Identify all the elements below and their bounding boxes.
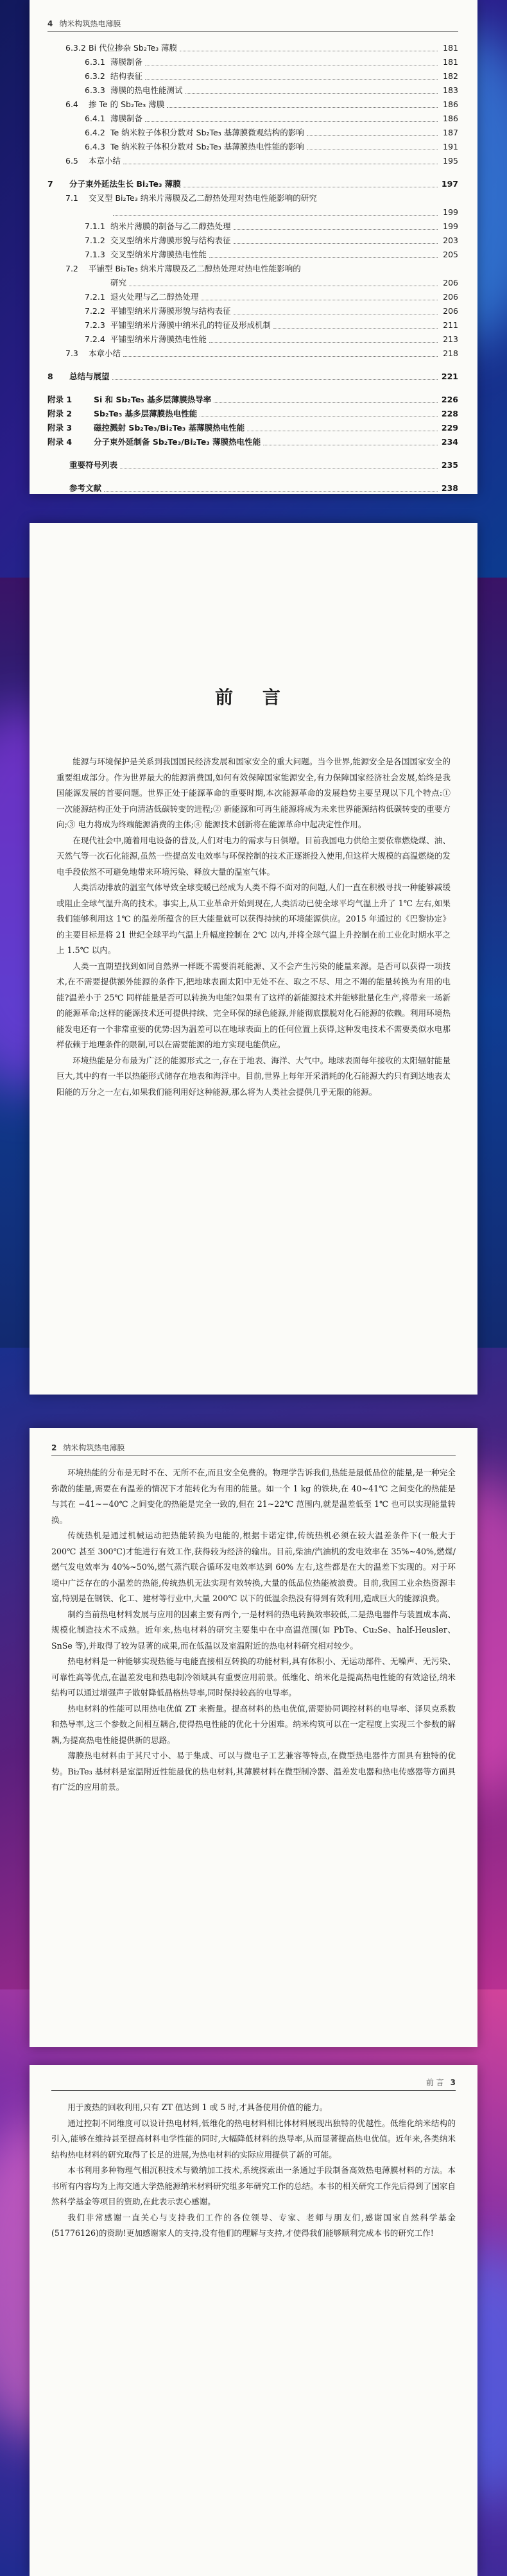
toc-entry[interactable] xyxy=(47,435,458,449)
toc-leader-dots xyxy=(234,229,438,230)
toc-entry-title: Sb₂Te₃ 基多层薄膜热电性能 xyxy=(94,409,198,418)
toc-leader-dots xyxy=(123,356,438,357)
toc-entry-number: 6.3.3 xyxy=(85,85,105,95)
toc-entry-number: 7.2.1 xyxy=(85,292,105,302)
toc-entry-page: 226 xyxy=(441,395,458,404)
toc-entry[interactable] xyxy=(47,98,458,112)
toc-entry-page: 191 xyxy=(443,142,458,151)
toc-entry-number: 7.2 xyxy=(65,264,78,273)
toc-entry[interactable] xyxy=(47,191,458,205)
preface-title: 前 言 xyxy=(215,687,292,708)
toc-entry-number: 附录 2 xyxy=(47,409,73,418)
running-header xyxy=(51,2077,456,2091)
toc-entry-title: 纳米片薄膜的制备与乙二醇热处理 xyxy=(110,221,231,231)
preface-body xyxy=(56,754,451,1100)
preface-paragraph: 用于废热的回收利用,只有 ZT 值达到 1 或 5 时,才具备使用价值的能力。 xyxy=(67,2102,328,2112)
toc-entry[interactable] xyxy=(47,332,458,347)
preface-paragraph: 传统热机是通过机械运动把热能转换为电能的,根据卡诺定律,传统热机必须在较大温差条件下(一般大于 200℃ 甚至 300℃)才能进行有效工作,获得较为经济的输出。目前,柴油/汽油机的发电效率在 35%~40%,燃煤/燃气发电效率为 40%~50%,燃气蒸汽联合循环发电效率达到 60% 左右,这些都是在大的温差下实现的。对于环境中广泛存在的小温差的热能,传统热机无法实现有效转换,大量的低品位热能被浪费。目前,我国工业余热资源丰富,特别是在钢铁、化工、建材等行业中,大量 200℃ 以下的低温余热没有得到有效利用,造成巨大的能源浪费。 xyxy=(51,1531,456,1603)
toc-entry-title: 研究 xyxy=(110,278,127,288)
toc-entry-page: 205 xyxy=(443,250,458,259)
toc-entry[interactable] xyxy=(47,290,458,304)
toc-entry-page: 228 xyxy=(441,409,458,418)
toc-entry[interactable] xyxy=(47,248,458,262)
toc-leader-dots xyxy=(273,328,438,329)
toc-entry-title: 薄膜的热电性能测试 xyxy=(110,85,183,95)
toc-entry[interactable] xyxy=(47,219,458,234)
preface-body xyxy=(51,2100,456,2242)
toc-leader-dots xyxy=(234,243,438,244)
toc-entry-number: 附录 4 xyxy=(47,437,73,447)
toc-entry-page: 199 xyxy=(443,207,458,217)
toc-leader-dots xyxy=(307,135,438,136)
toc-entry-page: 206 xyxy=(443,278,458,288)
toc-entry-title: 分子束外延法生长 Bi₂Te₃ 薄膜 xyxy=(69,179,181,189)
preface-paragraph: 我们非常感谢一直关心与支持我们工作的各位领导、专家、老师与朋友们,感谢国家自然科学基金(51776126)的资助!更加感谢家人的支持,没有他们的理解与支持,才使得我们能够顺利完成本书的研究工作! xyxy=(51,2212,456,2238)
toc-spacer xyxy=(47,168,458,177)
toc-entry-number: 附录 3 xyxy=(47,423,73,433)
toc-entry-title: Si 和 Sb₂Te₃ 基多层薄膜热导率 xyxy=(94,395,212,404)
toc-entry[interactable] xyxy=(47,276,458,290)
preface-paragraph: 人类一直期望找到如同自然界一样既不需要消耗能源、又不会产生污染的能量来源。是否可以获得一项技术,在不需要提供额外能源的条件下,把地球表面太阳中无处不在、取之不尽、用之不竭的能量转换为有用的电能?温差小于 25℃ 同样能量是否可以转换为电能?如果有了这样的新能源技术并能够批量化生产,将带来一场新的能源革命;这样的能源技术还可提供持续、完全环保的绿色能源,并能彻底摆脱对化石能源的依赖。利用环境热能发电还有一个非常重要的优势:因为温差可以在地球表面上的任何位置上获得,这种发电技术不需要类似水电那样依赖于地理条件的限制,可以在需要能源的地方实现电能供应。 xyxy=(56,961,451,1049)
toc-entry-page: 234 xyxy=(441,437,458,447)
toc-entry-title: 平铺型纳米片薄膜热电性能 xyxy=(110,334,207,344)
toc-entry-page: 195 xyxy=(443,156,458,166)
toc-entry-page: 183 xyxy=(443,85,458,95)
toc-entry-title: 分子束外延制备 Sb₂Te₃/Bi₂Te₃ 薄膜热电性能 xyxy=(94,437,261,447)
toc-entry-title: Te 纳米粒子体积分数对 Sb₂Te₃ 基薄膜微观结构的影响 xyxy=(110,128,304,137)
toc-entry-number: 7.1.3 xyxy=(85,250,105,259)
toc-entry[interactable] xyxy=(47,407,458,421)
toc-entry-title: 退火处理与乙二醇热处理 xyxy=(110,292,199,302)
preface-page-2 xyxy=(30,1428,477,2047)
toc-entry-page: 218 xyxy=(443,348,458,358)
preface-paragraph: 人类活动排放的温室气体导致全球变暖已经成为人类不得不面对的问题,人们一直在积极寻找一种能够减缓或阻止全球气温升高的技术。事实上,从工业革命开始到现在,人类活动已使全球平均气温上升了 1℃ 左右,如果我们能够利用这 1℃ 的温差所蕴含的巨大能量就可以获得持续的环境能源供应。2015 年通过的《巴黎协定》的主要目标是将 21 世纪全球平均气温上升幅度控制在 2℃ 以内,并将全球气温上升控制在前工业化时期水平之上 1.5℃ 以内。 xyxy=(56,882,451,955)
toc-spacer xyxy=(47,384,458,393)
preface-paragraph: 本书利用多种物理气相沉积技术与微纳加工技术,系统探索出一条通过手段制备高效热电薄膜材料的方法。本书所有内容均为上海交通大学热能源纳米材料研究组多年研究工作的总结。本书的相关研究工作先后得到了国家自然科学基金等项目的资助,在此表示衷心感谢。 xyxy=(51,2165,456,2206)
toc-entry-title: 总结与展望 xyxy=(69,372,110,381)
toc-entry[interactable] xyxy=(47,69,458,83)
toc-entry[interactable] xyxy=(47,262,458,276)
book-title: 纳米构筑热电薄膜 xyxy=(63,1443,125,1452)
toc-entry-title: 交叉型纳米片薄膜热电性能 xyxy=(110,250,207,259)
toc-leader-dots xyxy=(200,416,438,417)
toc-entry-number: 7.1.1 xyxy=(85,221,105,231)
toc-leader-dots xyxy=(167,107,438,108)
toc-entry-number: 6.3.2 xyxy=(65,43,86,53)
preface-paragraph: 制约当前热电材料发展与应用的因素主要有两个,一是材料的热电转换效率较低,二是热电器件与装置成本高、规模化制造技术不成熟。近年来,热电材料的研究主要集中在中高温范围(如 PbTe、Cu₂Se、half-Heusler、SnSe 等),并取得了较为显著的成果,而在低温以及室温附近的热电材料研究相对较少。 xyxy=(51,1609,456,1651)
toc-entry-number: 附录 1 xyxy=(47,395,73,404)
toc-entry-title: 薄膜制备 xyxy=(110,114,143,123)
toc-entry[interactable] xyxy=(47,458,458,472)
toc-entry[interactable] xyxy=(47,481,458,495)
toc-spacer xyxy=(47,449,458,458)
toc-entry-number: 6.4.3 xyxy=(85,142,105,151)
toc-entry-title: 平铺型纳米片薄膜中纳米孔的特征及形成机制 xyxy=(110,320,271,330)
toc-entry-page: 186 xyxy=(443,114,458,123)
toc-entry[interactable] xyxy=(47,347,458,361)
toc-entry-number: 6.4 xyxy=(65,99,78,109)
toc-entry-title: 平铺型 Bi₂Te₃ 纳米片薄膜及乙二醇热处理对热电性能影响的 xyxy=(89,264,301,273)
toc-entry[interactable] xyxy=(47,55,458,69)
toc-entry-number: 7.1 xyxy=(65,193,78,203)
toc-entry[interactable] xyxy=(47,41,458,55)
toc-leader-dots xyxy=(112,379,438,380)
table-of-contents xyxy=(47,41,458,495)
toc-entry-title: Bi 代位掺杂 Sb₂Te₃ 薄膜 xyxy=(89,43,178,53)
section-title: 前 言 xyxy=(425,2078,444,2087)
toc-entry-title: 参考文献 xyxy=(69,483,102,493)
toc-entry-number: 6.3.2 xyxy=(85,71,105,81)
toc-entry[interactable] xyxy=(47,126,458,140)
toc-leader-dots xyxy=(113,215,438,216)
preface-paragraph: 通过控制不同维度可以设计热电材料,低维化的热电材料相比体材料展现出独特的优越性。低维化纳米结构的引入,能够在维持甚至提高材料电学性能的同时,大幅降低材料的热导率,从而显著提高热电优值。近年来,各类纳米结构热电材料的研究取得了长足的进展,为热电材料的实际应用提供了新的可能。 xyxy=(51,2118,456,2160)
toc-entry-page: 203 xyxy=(443,236,458,245)
toc-entry[interactable] xyxy=(47,393,458,407)
book-title: 纳米构筑热电薄膜 xyxy=(59,19,121,28)
toc-entry[interactable] xyxy=(47,140,458,154)
preface-page-3 xyxy=(30,2065,477,2576)
toc-entry[interactable] xyxy=(47,304,458,318)
toc-leader-dots xyxy=(209,257,438,258)
page-number: 2 xyxy=(51,1443,57,1452)
preface-paragraph: 热电材料的性能可以用热电优值 ZT 来衡量。提高材料的热电优值,需要协同调控材料的电导率、泽贝克系数和热导率,这三个参数之间相互耦合,使得热电性能的优化十分困难。纳米构筑可以在一定程度上实现三个参数的解耦,为提高热电性能提供新的思路。 xyxy=(51,1703,456,1745)
running-header xyxy=(47,18,458,32)
toc-entry-title: 磁控溅射 Sb₂Te₃/Bi₂Te₃ 基薄膜热电性能 xyxy=(94,423,245,433)
toc-leader-dots xyxy=(104,491,438,492)
toc-entry-title: Te 纳米粒子体积分数对 Sb₂Te₃ 基薄膜热电性能的影响 xyxy=(110,142,304,151)
toc-entry-page: 181 xyxy=(443,43,458,53)
toc-entry-number: 7.2.3 xyxy=(85,320,105,330)
running-header xyxy=(51,1442,456,1456)
toc-entry-page: 235 xyxy=(441,460,458,470)
toc-entry-page: 199 xyxy=(443,221,458,231)
toc-entry-title: 交叉型 Bi₂Te₃ 纳米片薄膜及乙二醇热处理对热电性能影响的研究 xyxy=(89,193,317,203)
toc-leader-dots xyxy=(185,93,438,94)
toc-entry[interactable] xyxy=(47,234,458,248)
toc-entry-number: 6.3.1 xyxy=(85,57,105,67)
toc-leader-dots xyxy=(145,121,438,122)
toc-entry-number: 8 xyxy=(47,372,53,381)
page-number: 4 xyxy=(47,19,53,28)
toc-entry-title: 平铺型纳米片薄膜形貌与结构表征 xyxy=(110,306,231,316)
toc-entry-title: 结构表征 xyxy=(110,71,143,81)
toc-entry-page: 206 xyxy=(443,292,458,302)
toc-entry-page: 211 xyxy=(443,320,458,330)
toc-entry[interactable] xyxy=(47,421,458,435)
preface-paragraph: 在现代社会中,随着用电设备的普及,人们对电力的需求与日俱增。目前我国电力供给主要依靠燃烧煤、油、天然气等一次石化能源,虽然一些提高发电效率与环保控制的技术正逐渐投入使用,但这样大规模的高温燃烧的发电手段依然不可避免地带来环境污染、释放大量的温室气体。 xyxy=(56,835,451,877)
toc-entry-title: 掺 Te 的 Sb₂Te₃ 薄膜 xyxy=(89,99,165,109)
toc-entry-number: 7.2.4 xyxy=(85,334,105,344)
preface-paragraph: 环境热能的分布是无时不在、无所不在,而且安全免费的。物理学告诉我们,热能是最低品位的能量,是一种完全弥散的能量,需要在有温差的情况下才能转化为有用的能量。如一个 1 kg 的铁块,在 40~41℃ 之间变化的热能是与其在 −41~−40℃ 之间变化的热能是完全一致的,但在 21~22℃ 范围内,就是温差低至 1℃ 也可以实现能量转换。 xyxy=(51,1468,456,1525)
toc-entry-number: 6.5 xyxy=(65,156,78,166)
toc-entry-page: 238 xyxy=(441,483,458,493)
toc-entry-page: 186 xyxy=(443,99,458,109)
toc-entry-page: 221 xyxy=(441,372,458,381)
toc-page xyxy=(30,0,477,494)
toc-entry-page: 187 xyxy=(443,128,458,137)
toc-entry-number: 7.3 xyxy=(65,348,78,358)
toc-entry[interactable] xyxy=(47,205,458,219)
toc-leader-dots xyxy=(214,402,438,403)
toc-entry-page: 182 xyxy=(443,71,458,81)
toc-entry-number: 7.2.2 xyxy=(85,306,105,316)
toc-entry-title: 交叉型纳米片薄膜形貌与结构表征 xyxy=(110,236,231,245)
toc-entry-number: 6.4.1 xyxy=(85,114,105,123)
toc-spacer xyxy=(47,361,458,370)
toc-entry-number: 7 xyxy=(47,179,53,189)
preface-paragraph: 能源与环境保护是关系到我国国民经济发展和国家安全的重大问题。当今世界,能源安全是各国国家安全的重要组成部分。作为世界最大的能源消费国,如何有效保障国家能源安全,有力保障国家经济社会发展,始终是我国能源发展的首要问题。世界正处于能源革命的重要时期,本次能源革命的发展趋势主要呈现以下几个特点:① 一次能源结构正处于向清洁低碳转变的进程;② 新能源和可再生能源将成为未来世界能源结构低碳转变的重要方向;③ 电力将成为终端能源消费的主体;④ 能源技术创新将在能源革命中起决定性作用。 xyxy=(56,757,451,829)
toc-entry[interactable] xyxy=(47,154,458,168)
toc-entry[interactable] xyxy=(47,370,458,384)
toc-entry-title: 重要符号列表 xyxy=(69,460,118,470)
toc-entry-title: 本章小结 xyxy=(89,156,121,166)
toc-entry-page: 229 xyxy=(441,423,458,433)
toc-entry[interactable] xyxy=(47,318,458,332)
toc-entry-page: 206 xyxy=(443,306,458,316)
toc-entry-title: 薄膜制备 xyxy=(110,57,143,67)
preface-paragraph: 热电材料是一种能够实现热能与电能直接相互转换的功能材料,具有体积小、无运动部件、无噪声、无污染、可靠性高等优点,在温差发电和热电制冷领域具有重要应用前景。低维化、纳米化是提高热电性能的有效途径,纳米结构可以通过增强声子散射降低晶格热导率,同时保持较高的电导率。 xyxy=(51,1656,456,1697)
toc-leader-dots xyxy=(145,79,438,80)
toc-entry-number: 6.4.2 xyxy=(85,128,105,137)
preface-page xyxy=(30,523,477,1395)
toc-entry-page: 181 xyxy=(443,57,458,67)
toc-entry-number: 7.1.2 xyxy=(85,236,105,245)
toc-entry[interactable] xyxy=(47,112,458,126)
toc-entry[interactable] xyxy=(47,83,458,98)
toc-entry-title: 本章小结 xyxy=(89,348,121,358)
page-number: 3 xyxy=(450,2077,456,2087)
preface-paragraph: 薄膜热电材料由于其尺寸小、易于集成、可以与微电子工艺兼容等特点,在微型热电器件方面具有独特的优势。Bi₂Te₃ 基材料是室温附近性能最优的热电材料,其薄膜材料在微型制冷器、温差发电器和热电传感器等方面具有广泛的应用前景。 xyxy=(51,1751,456,1792)
toc-entry[interactable] xyxy=(47,177,458,191)
toc-entry-page: 213 xyxy=(443,334,458,344)
preface-paragraph: 环境热能是分布最为广泛的能源形式之一,存在于地表、海洋、大气中。地球表面每年接收的太阳辐射能量巨大,其中约有一半以热能形式储存在地表和海洋中。目前,世界上每年开采消耗的化石能源大约只有到达地表太阳能的万分之一左右,如果我们能利用好这种能源,那么将为人类社会提供几乎无限的能源。 xyxy=(56,1055,451,1097)
toc-entry-page: 197 xyxy=(441,179,458,189)
toc-leader-dots xyxy=(209,342,438,343)
toc-spacer xyxy=(47,472,458,481)
preface-body xyxy=(51,1465,456,1796)
